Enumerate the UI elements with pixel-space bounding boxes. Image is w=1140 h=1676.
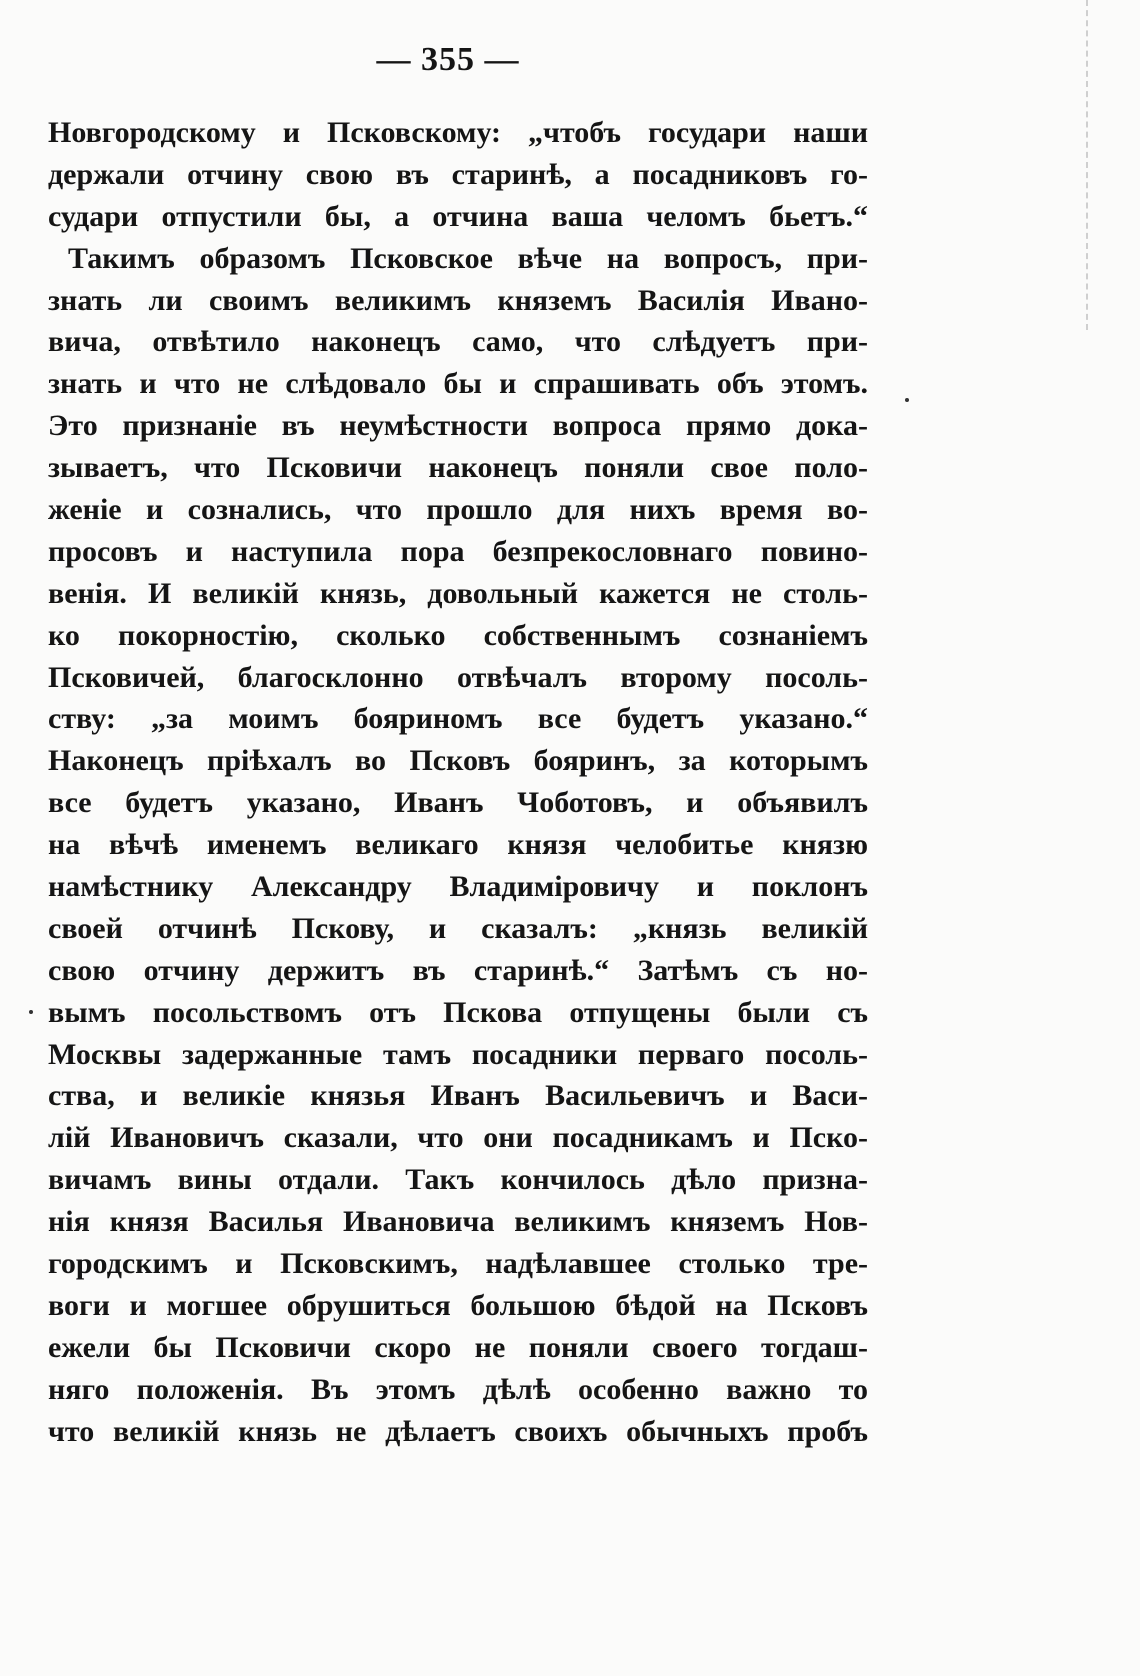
text-line: няго положенія. Въ этомъ дѣлѣ особенно важно то <box>48 1372 868 1406</box>
text-line: вымъ посольствомъ отъ Пскова отпущены были съ <box>48 995 868 1029</box>
text-line: городскимъ и Псковскимъ, надѣлавшее столько тре- <box>48 1247 868 1281</box>
text-line: вичамъ вины отдали. Такъ кончилось дѣло призна- <box>48 1163 868 1197</box>
text-line: намѣстнику Александру Владиміровичу и поклонъ <box>48 870 868 904</box>
scan-edge-artifact <box>1086 0 1088 330</box>
text-line: Это признаніе въ неумѣстности вопроса прямо дока- <box>48 409 868 443</box>
text-line: лій Ивановичъ сказали, что они посадникамъ и Пско- <box>48 1121 868 1155</box>
text-line: женіе и сознались, что прошло для нихъ время во- <box>48 493 868 527</box>
text-line: все будетъ указано, Иванъ Чоботовъ, и объявилъ <box>48 786 868 820</box>
text-line: судари отпустили бы, а отчина ваша челомъ бьетъ.“ <box>48 199 868 233</box>
paragraph <box>48 238 868 1453</box>
text-line: свою отчину держитъ въ старинѣ.“ Затѣмъ съ но- <box>48 953 868 987</box>
paragraph <box>48 112 868 238</box>
page-number: — 355 — <box>376 41 520 78</box>
page-body <box>48 112 868 1453</box>
text-line: нія князя Василья Ивановича великимъ княземъ Нов- <box>48 1205 868 1239</box>
text-line: Москвы задержанные тамъ посадники перваго посоль- <box>48 1037 868 1071</box>
text-line: просовъ и наступила пора безпрекословнаго повино- <box>48 534 868 568</box>
text-line: что великій князь не дѣлаетъ своихъ обычныхъ пробъ <box>48 1414 868 1448</box>
text-line: Наконецъ пріѣхалъ во Псковъ бояринъ, за которымъ <box>48 744 868 778</box>
text-line: знать и что не слѣдовало бы и спрашивать объ этомъ. <box>48 367 868 401</box>
text-line: венія. И великій князь, довольный кажется не столь- <box>48 576 868 610</box>
text-line: своей отчинѣ Пскову, и сказалъ: „князь великій <box>48 911 868 945</box>
scan-speck <box>29 1010 33 1014</box>
text-line: зываетъ, что Псковичи наконецъ поняли свое поло- <box>48 451 868 485</box>
text-line: ству: „за моимъ бояриномъ все будетъ указано.“ <box>48 702 868 736</box>
text-line: ства, и великіе князья Иванъ Васильевичъ и Васи- <box>48 1079 868 1113</box>
scan-speck <box>905 398 909 402</box>
text-line: ко покорностію, сколько собственнымъ сознаніемъ <box>48 618 868 652</box>
text-line: Такимъ образомъ Псковское вѣче на вопросъ, при- <box>68 241 868 275</box>
text-line: на вѣчѣ именемъ великаго князя челобитье князю <box>48 828 868 862</box>
text-line: знать ли своимъ великимъ княземъ Василія Ивано- <box>48 283 868 317</box>
text-line: воги и могшее обрушиться большою бѣдой на Псковъ <box>48 1288 868 1322</box>
text-line: Псковичей, благосклонно отвѣчалъ второму посоль- <box>48 660 868 694</box>
text-line: Новгородскому и Псковскому: „чтобъ государи наши <box>48 116 868 149</box>
text-line: держали отчину свою въ старинѣ, а посадниковъ го- <box>48 157 868 191</box>
text-line: ежели бы Псковичи скоро не поняли своего тогдаш- <box>48 1330 868 1364</box>
text-line: вича, отвѣтило наконецъ само, что слѣдуетъ при- <box>48 325 868 359</box>
